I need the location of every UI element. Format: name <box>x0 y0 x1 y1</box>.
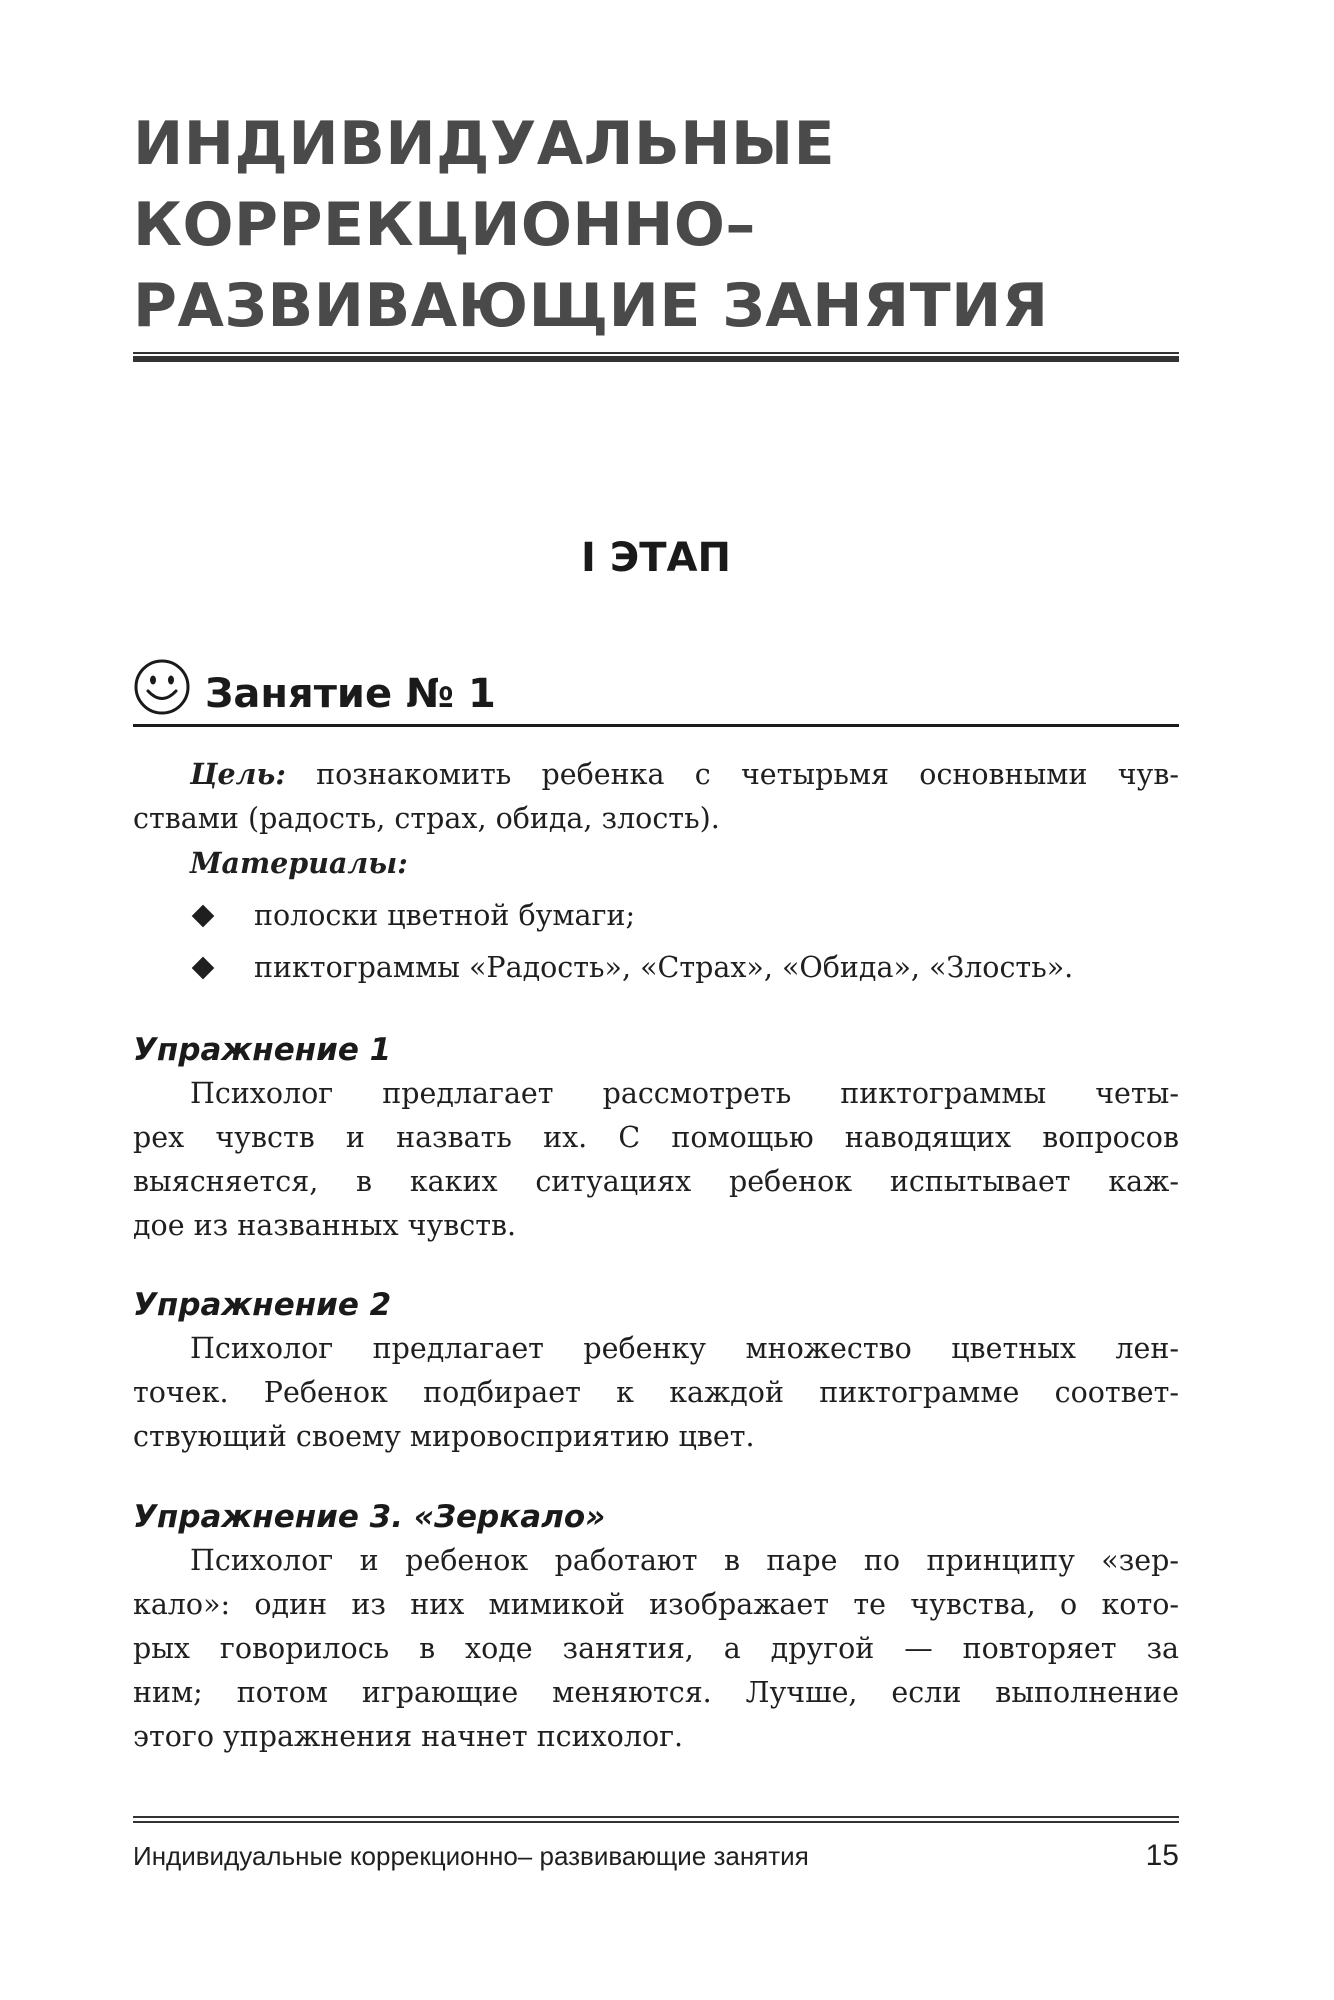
diamond-bullet-icon <box>192 957 215 980</box>
material-text: пиктограммы «Радость», «Страх», «Обида», «Злость». <box>254 951 1074 984</box>
text-line: Психолог предлагает ребенку множество цветных лен- <box>190 1332 1179 1365</box>
text-line: ствующий своему мировосприятию цвет. <box>133 1420 755 1453</box>
exercise-title: Упражнение 1 <box>133 1032 392 1068</box>
diamond-bullet-icon <box>192 905 215 928</box>
text-line: Психолог и ребенок работают в паре по принципу «зер- <box>190 1544 1179 1577</box>
chapter-divider <box>133 352 1179 362</box>
lesson-heading <box>133 658 1179 727</box>
text-line: кало»: один из них мимикой изображает те чувства, о кото- <box>133 1588 1179 1621</box>
lesson-goal <box>133 752 1179 885</box>
goal-label: Цель: <box>190 757 286 791</box>
footer-divider <box>133 1816 1179 1823</box>
exercise-title: Упражнение 2 <box>133 1287 392 1323</box>
text-line: ним; потом играющие меняются. Лучше, если выполнение <box>133 1676 1179 1709</box>
chapter-title-line: ИНДИВИДУАЛЬНЫЕ <box>133 109 836 179</box>
exercise-title: Упражнение 3. «Зеркало» <box>133 1499 606 1535</box>
book-page <box>133 0 1179 2000</box>
text-line: этого упражнения начнет психолог. <box>133 1720 684 1753</box>
materials-list <box>133 894 1179 990</box>
goal-text-line: познакомить ребенка с четырьмя основными чув- <box>316 758 1180 791</box>
chapter-title-line: РАЗВИВАЮЩИЕ ЗАНЯТИЯ <box>133 271 1049 341</box>
text-line: Психолог предлагает рассмотреть пиктограммы четы- <box>190 1077 1179 1110</box>
text-line: точек. Ребенок подбирает к каждой пиктограмме соответ- <box>133 1376 1179 1409</box>
chapter-title-line: КОРРЕКЦИОННО– <box>133 190 756 260</box>
materials-label: Материалы: <box>190 846 408 880</box>
stage-title: I ЭТАП <box>581 535 731 581</box>
lesson-title: Занятие № 1 <box>205 671 496 717</box>
list-item <box>133 946 1179 990</box>
text-line: рех чувств и назвать их. С помощью наводящих вопросов <box>133 1121 1179 1154</box>
page-number: 15 <box>1145 1839 1179 1872</box>
list-item <box>133 894 1179 938</box>
exercise-text <box>133 1327 1179 1459</box>
exercise-text <box>133 1539 1179 1759</box>
text-line: выясняется, в каких ситуациях ребенок испытывает каж- <box>133 1165 1179 1198</box>
chapter-title <box>133 104 1179 347</box>
text-line: рых говорилось в ходе занятия, а другой — повторяет за <box>133 1632 1179 1665</box>
goal-text-line: ствами (радость, страх, обида, злость). <box>133 802 720 835</box>
text-line: дое из названных чувств. <box>133 1209 517 1242</box>
exercise-text <box>133 1072 1179 1248</box>
smiley-face-icon <box>133 658 191 716</box>
material-text: полоски цветной бумаги; <box>254 899 636 932</box>
running-footer: Индивидуальные коррекционно– развивающие занятия <box>133 1841 809 1871</box>
